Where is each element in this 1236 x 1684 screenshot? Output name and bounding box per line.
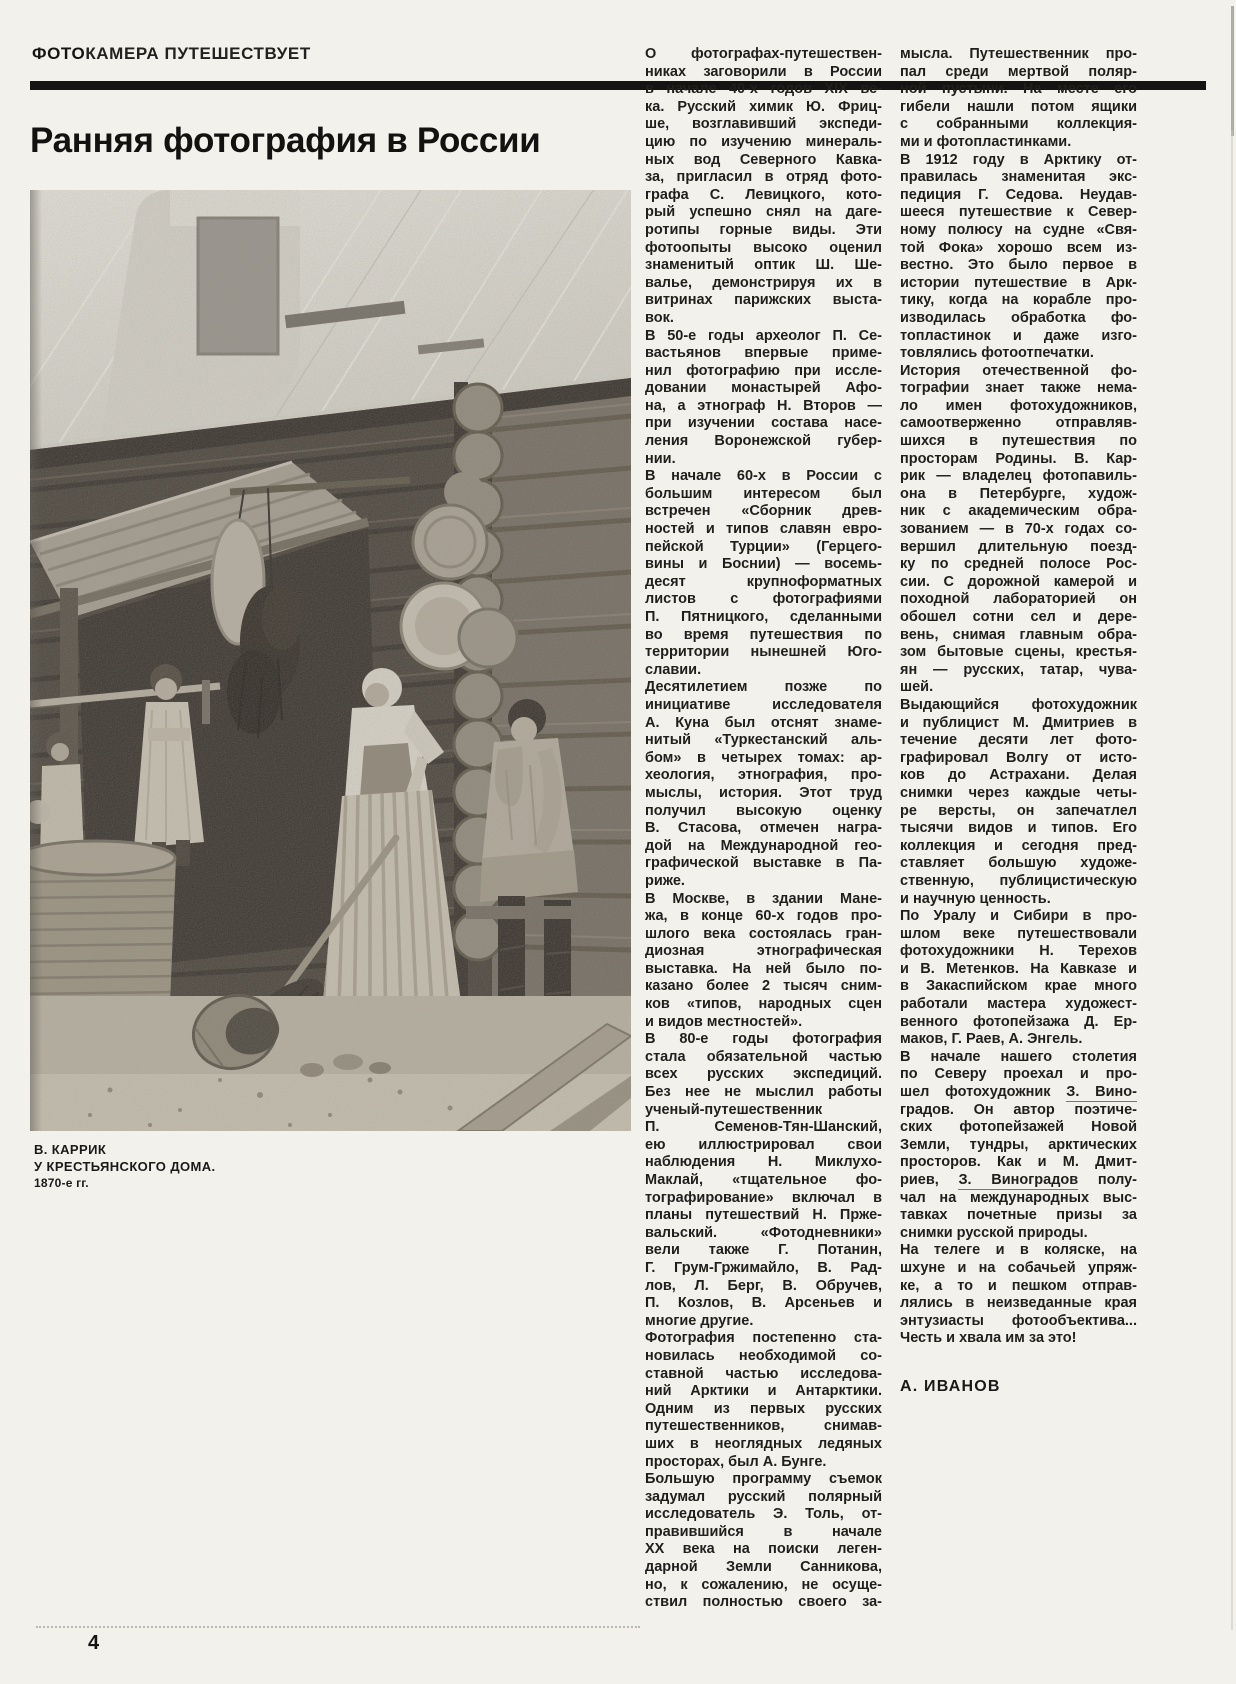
text-line: В 50-е годы археолог П. Се- (645, 327, 882, 344)
text-line: бом» в четырех томах: ар- (645, 749, 882, 766)
text-line: обошел сотни сел и дере- (900, 609, 1137, 625)
text-line: путешественников, снимав- (645, 1418, 882, 1435)
text-line: ротипы горные виды. Эти (645, 221, 882, 238)
text-line: Земли, тундры, арктических (900, 1136, 1137, 1153)
text-line: В начале нашего столетия (900, 1048, 1137, 1065)
text-line: На телеге и в коляске, на (900, 1242, 1137, 1259)
text-line: наблюдения Н. Миклухо- (645, 1154, 882, 1171)
text-line: вастьянов впервые приме- (645, 345, 882, 362)
text-line: Большую программу съемок (645, 1471, 882, 1488)
text-line: диозная этнографическая (645, 943, 882, 960)
text-line: многие другие. (645, 1312, 754, 1329)
text-line: витринах парижских выста- (645, 292, 882, 309)
text-line: ставляет большую художе- (900, 855, 1137, 872)
text-line: дарной Земли Санникова, (645, 1559, 882, 1576)
red-underline: З. Вино- (1066, 1084, 1137, 1102)
text-line: тику, когда на корабле про- (900, 292, 1137, 309)
text-line: задумал русский полярный (645, 1488, 882, 1505)
text-line: ке, а то и пешком отправ- (900, 1277, 1137, 1294)
text-line: ков «типов, народных сцен (645, 996, 882, 1013)
text-line: шееся путешествие к Север- (900, 204, 1137, 221)
text-line: всех русских экспедиций. (645, 1066, 882, 1083)
text-line: никах заговорили в России (645, 63, 882, 80)
text-line: и научную ценность. (900, 890, 1051, 907)
text-line: венного фотопейзажа Д. Ер- (900, 1013, 1137, 1030)
text-line: ностей и типов славян евро- (645, 521, 882, 538)
text-line: товлялись фотоотпечатки. (900, 345, 1094, 362)
text-line: ставной частью исследова- (645, 1365, 882, 1382)
text-line: исследователь Э. Толь, от- (645, 1506, 882, 1523)
caption-author: В. КАРРИК (34, 1142, 107, 1157)
text-line: но, к сожалению, не осуще- (645, 1576, 882, 1593)
text-line: В 1912 году в Арктику от- (900, 151, 1137, 168)
text-line: История отечественной фо- (900, 362, 1137, 379)
text-line: ми и фотопластинками. (900, 133, 1072, 150)
text-line: графировал Волгу от исто- (900, 749, 1137, 766)
text-line: по Северу проехал и про- (900, 1066, 1137, 1083)
text-line: и публицист М. Дмитриев в (900, 714, 1137, 731)
text-line: О фотографах-путешествен- (645, 46, 882, 62)
text-line: шлом веке путешествовали (900, 925, 1137, 942)
caption-title: У КРЕСТЬЯНСКОГО ДОМА. (34, 1159, 216, 1174)
text-line: довании монастырей Афо- (645, 380, 882, 397)
text-line: походной лабораторией он (900, 591, 1137, 608)
text-line: на, а этнограф Н. Второв — (645, 397, 882, 414)
text-line: П. Козлов, В. Арсеньев и (645, 1295, 882, 1312)
text-line: десят крупноформатных (645, 573, 882, 590)
text-line: ка. Русский химик Ю. Фриц- (645, 98, 882, 115)
text-line: ному полюсу на судне «Свя- (900, 221, 1137, 238)
text-line: топластинок и даже изго- (900, 327, 1137, 344)
text-line: Без нее не мыслил работы (645, 1084, 882, 1101)
text-line: нии. (645, 450, 676, 467)
text-line: просторах, был А. Бунге. (645, 1453, 827, 1470)
text-line: шей. (900, 679, 934, 696)
text-line: графа С. Левицкого, кото- (645, 186, 882, 203)
text-line: нитый «Туркестанский аль- (645, 732, 882, 749)
text-line: валье, демонстрируя их в (645, 274, 882, 291)
text-line: гибели нашли потом ящики (900, 98, 1137, 115)
text-line: мыслы, история. Этот труд (645, 784, 882, 801)
text-line: цию по изучению минераль- (645, 133, 882, 150)
text-line: ствил полностью своего за- (645, 1594, 882, 1611)
text-line: фотохудожники Н. Терехов (900, 943, 1137, 960)
text-line: ных вод Северного Кавка- (645, 151, 882, 168)
text-line: просторов. Как и М. Дмит- (900, 1154, 1137, 1171)
kicker-strong: ФОТО (32, 44, 86, 63)
text-line: Фотография постепенно ста- (645, 1330, 882, 1347)
text-line: педиция Г. Седова. Неудав- (900, 186, 1137, 203)
scan-edge-shadow (1231, 6, 1234, 136)
text-line: хеология, этнография, про- (645, 767, 882, 784)
text-line: Выдающийся фотохудожник (900, 696, 1137, 713)
text-line: и видов местностей». (645, 1013, 803, 1030)
text-line: мысла. Путешественник про- (900, 46, 1137, 62)
text-line: чал на международных выс- (900, 1189, 1137, 1206)
text-line: она в Петербурге, худож- (900, 485, 1137, 502)
text-line: встречен «Сборник древ- (645, 503, 882, 520)
text-line: XX века на поиски леген- (645, 1541, 882, 1558)
text-line: пал среди мертвой поляр- (900, 63, 1137, 80)
text-line: в начале 40-х годов XIX ве- (645, 81, 882, 98)
text-line: славии. (645, 661, 702, 678)
footer-rule (36, 1626, 640, 1628)
text-line: знаменитый оптик Ш. Ше- (645, 257, 882, 274)
text-line: шихся в путешествия по (900, 433, 1137, 450)
text-line: той Фока» хорошо всем из- (900, 239, 1137, 256)
text-line: ян — русских, татар, чува- (900, 661, 1137, 678)
text-line: П. Семенов-Тян-Шанский, (645, 1119, 882, 1136)
text-line: П. Пятницкого, сделанными (645, 609, 882, 625)
text-line: и В. Метенков. На Кавказе и (900, 960, 1137, 977)
text-line: вестно. Это было первое в (900, 257, 1137, 274)
text-line: ших в неоглядных ледяных (645, 1435, 882, 1452)
text-line: ления Воронежской губер- (645, 433, 882, 450)
text-line: Одним из первых русских (645, 1400, 882, 1417)
text-line: В Москве, в здании Мане- (645, 890, 882, 907)
text-line: рик — владелец фотопавиль- (900, 468, 1137, 485)
text-line: ученый-путешественник (645, 1101, 823, 1118)
text-line: ше, возглавивший экспеди- (645, 116, 882, 133)
text-line: Честь и хвала им за это! (900, 1330, 1077, 1347)
text-line: выставка. На ней было по- (645, 960, 882, 977)
text-line: ских фотопейзажей Новой (900, 1119, 1137, 1136)
text-line: зованием — в 70-х годах со- (900, 521, 1137, 538)
text-line: вок. (645, 309, 674, 326)
text-line: риже. (645, 872, 685, 889)
text-line: пейской Турции» (Герцего- (645, 538, 882, 555)
text-line: Маклай, «тщательное фо- (645, 1172, 882, 1188)
text-line: маков, Г. Раев, А. Энгель. (900, 1031, 1083, 1048)
text-line: В 80-е годы фотография (645, 1031, 882, 1048)
text-line: нил фотографию при иссле- (645, 362, 882, 379)
text-line: истории путешествие в Арк- (900, 274, 1137, 291)
text-line: В. Стасова, отмечен награ- (645, 820, 882, 837)
text-line: В начале 60-х в России с (645, 468, 882, 485)
text-line: тографирование» включал в (645, 1189, 882, 1206)
scan-edge-line (1231, 130, 1233, 1630)
text-line: получил высокую оценку (645, 802, 882, 819)
text-line: ственную, публицистическую (900, 872, 1137, 889)
text-line: территории нынешней Юго- (645, 644, 882, 661)
text-line: изводилась обработка фо- (900, 309, 1137, 326)
text-line: ной пустыни. На месте его (900, 81, 1137, 98)
text-line: жа, в конце 60-х годов про- (645, 908, 882, 925)
text-line: вень, снимая главным обра- (900, 626, 1137, 643)
text-line: стала обязательной частью (645, 1048, 882, 1065)
text-line: шхуне и на собачьей упряж- (900, 1259, 1137, 1276)
text-line: вели также Г. Потанин, (645, 1242, 882, 1259)
text-line: за, пригласил в отряд фото- (645, 169, 882, 186)
text-line: энтузиасты фотообъектива... (900, 1312, 1137, 1329)
text-line: ник с академическим обра- (900, 503, 1137, 520)
photo-caption (34, 1141, 216, 1192)
text-line: Десятилетием позже по (645, 679, 882, 696)
text-line: казано более 2 тысяч сним- (645, 978, 882, 995)
text-line: тысячи видов и типов. Его (900, 820, 1137, 837)
author-signature: А. ИВАНОВ (900, 1378, 1001, 1395)
text-line: коллекция и сегодня пред- (900, 837, 1137, 854)
photo-figure (30, 190, 631, 1131)
text-line: риев, З. Виноградов полу- (900, 1172, 1137, 1190)
red-underline: градов. (900, 1102, 954, 1120)
text-line: шел фотохудожник З. Вино- (900, 1084, 1137, 1102)
text-line: ре версты, он запечатлел (900, 802, 1137, 819)
text-line: снимки через каждые четы- (900, 784, 1137, 801)
text-line: во время путешествия по (645, 626, 882, 643)
text-line: градов. Он автор поэтиче- (900, 1102, 1137, 1120)
text-line: лов, Л. Берг, В. Обручев, (645, 1277, 882, 1294)
text-line: работали мастера художест- (900, 996, 1137, 1013)
text-line: правилась знаменитая экс- (900, 169, 1137, 186)
text-line: тографии знает также нема- (900, 380, 1137, 397)
text-line: течение десяти лет фото- (900, 732, 1137, 749)
text-line: А. Куна был отснят знаме- (645, 714, 882, 731)
text-line: большим интересом был (645, 485, 882, 502)
text-line: вины и Боснии) — восемь- (645, 556, 882, 573)
page-number: 4 (88, 1632, 100, 1654)
text-line: ний Арктики и Антарктики. (645, 1383, 882, 1400)
text-line: просторам Родины. В. Кар- (900, 450, 1137, 467)
text-line: сии. С дорожной камерой и (900, 573, 1137, 590)
caption-date: 1870-е гг. (34, 1176, 89, 1190)
article-column-1 (645, 46, 882, 1612)
section-kicker (32, 44, 311, 64)
text-line: рый успешно снял на даге- (645, 204, 882, 221)
text-line: Г. Грум-Гржимайло, В. Рад- (645, 1259, 882, 1276)
text-line: дой на Международной гео- (645, 837, 882, 854)
kicker-rest: КАМЕРА ПУТЕШЕСТВУЕТ (85, 44, 311, 63)
page-title: Ранняя фотография в России (30, 121, 541, 161)
text-line: ею иллюстрировал свои (645, 1136, 882, 1153)
text-line: с собранными коллекция- (900, 116, 1137, 133)
text-line: при изучении состава насе- (645, 415, 882, 432)
text-line: По Уралу и Сибири в про- (900, 908, 1137, 925)
text-line: новилась необходимой со- (645, 1347, 882, 1364)
text-line: графической выставке в Па- (645, 855, 882, 872)
text-line: листов с фотографиями (645, 591, 882, 608)
text-line: в Закаспийском крае много (900, 978, 1137, 995)
text-line: лялись в неизведанные края (900, 1295, 1137, 1312)
text-line: фотоопыты высоко оценил (645, 239, 882, 256)
text-line: вальский. «Фотодневники» (645, 1224, 882, 1241)
text-line: вершил длительную поезд- (900, 538, 1137, 555)
text-line: зом бытовые сцены, крестья- (900, 644, 1137, 661)
text-line: ку по средней полосе Рос- (900, 556, 1137, 573)
photo-illustration (30, 190, 631, 1131)
text-line: снимки русской природы. (900, 1224, 1088, 1241)
text-line: правившийся в начале (645, 1523, 882, 1540)
text-line: планы путешествий Н. Прже- (645, 1207, 882, 1224)
text-line: инициативе исследователя (645, 696, 882, 713)
text-line: самоотверженно отправляв- (900, 415, 1137, 432)
text-line: ков до Астрахани. Делая (900, 767, 1137, 784)
red-underline: З. Виноградов (958, 1172, 1078, 1190)
text-line: тавках почетные призы за (900, 1207, 1137, 1224)
text-line: шлого века состоялась гран- (645, 925, 882, 942)
text-line: ло имен фотохудожников, (900, 397, 1137, 414)
article-column-2 (900, 46, 1137, 1348)
